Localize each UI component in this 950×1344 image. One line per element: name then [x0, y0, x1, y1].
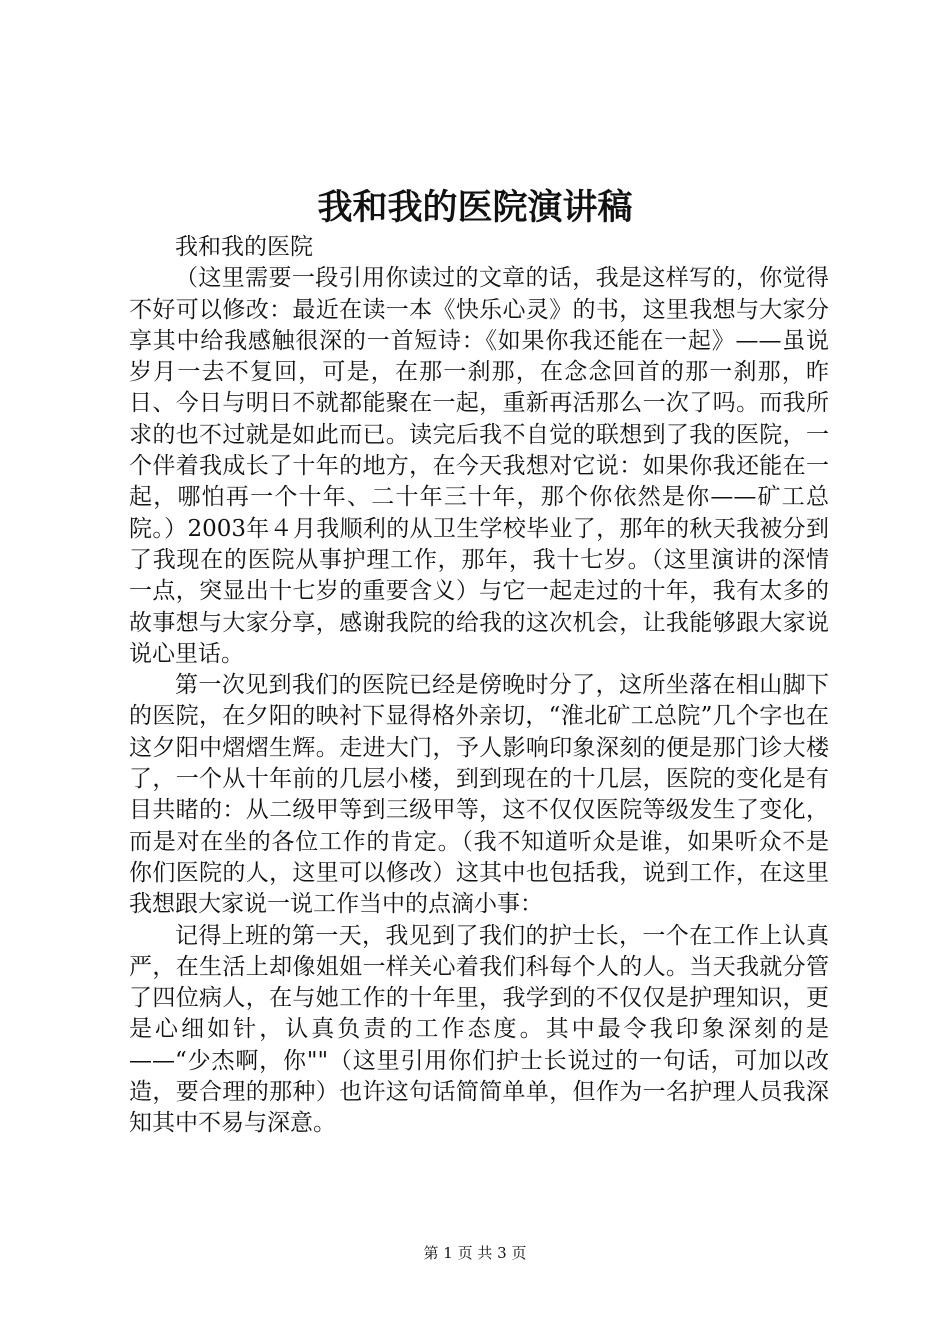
- document-body: [129, 232, 829, 1140]
- page-footer: 第 1 页 共 3 页: [423, 1244, 527, 1262]
- paragraph-3: 记得上班的第一天，我见到了我们的护士长，一个在工作上认真严，在生活上却像姐姐一样关心着我们科每个人的人。当天我就分管了四位病人，在与她工作的十年里，我学到的不仅仅是护理知识，更是心细如针，认真负责的工作态度。其中最令我印象深刻的是——“少杰啊，你""（这里引用你们护士长说过的一句话，可加以改造，要合理的那种）也许这句话简简单单，但作为一名护理人员我深知其中不易与深意。: [129, 922, 829, 1137]
- document-title: 我和我的医院演讲稿: [317, 187, 633, 228]
- paragraph-1: （这里需要一段引用你读过的文章的话，我是这样写的，你觉得不好可以修改：最近在读一本《快乐心灵》的书，这里我想与大家分享其中给我感触很深的一首短诗：《如果你我还能在一起》——虽说岁月一去不复回，可是，在那一刹那，在念念回首的那一刹那，昨日、今日与明日不就都能聚在一起，重新再活那么一次了吗。而我所求的也不过就是如此而已。读完后我不自觉的联想到了我的医院，一个伴着我成长了十年的地方，在今天我想对它说：如果你我还能在一起，哪怕再一个十年、二十年三十年，那个你依然是你——矿工总院。）2003年４月我顺利的从卫生学校毕业了，那年的秋天我被分到了我现在的医院从事护理工作，那年，我十七岁。（这里演讲的深情一点，突显出十七岁的重要含义）与它一起走过的十年，我有太多的故事想与大家分享，感谢我院的给我的这次机会，让我能够跟大家说说心里话。: [129, 265, 829, 667]
- paragraph-heading: 我和我的医院: [175, 234, 313, 260]
- paragraph-2: 第一次见到我们的医院已经是傍晚时分了，这所坐落在相山脚下的医院，在夕阳的映衬下显得格外亲切，“淮北矿工总院”几个字也在这夕阳中熠熠生辉。走进大门，予人影响印象深刻的便是那门诊大楼了，一个从十年前的几层小楼，到到现在的十几层，医院的变化是有目共睹的：从二级甲等到三级甲等，这不仅仅医院等级发生了变化，而是对在坐的各位工作的肯定。（我不知道听众是谁，如果听众不是你们医院的人，这里可以修改）这其中也包括我，说到工作，在这里我想跟大家说一说工作当中的点滴小事：: [129, 672, 829, 918]
